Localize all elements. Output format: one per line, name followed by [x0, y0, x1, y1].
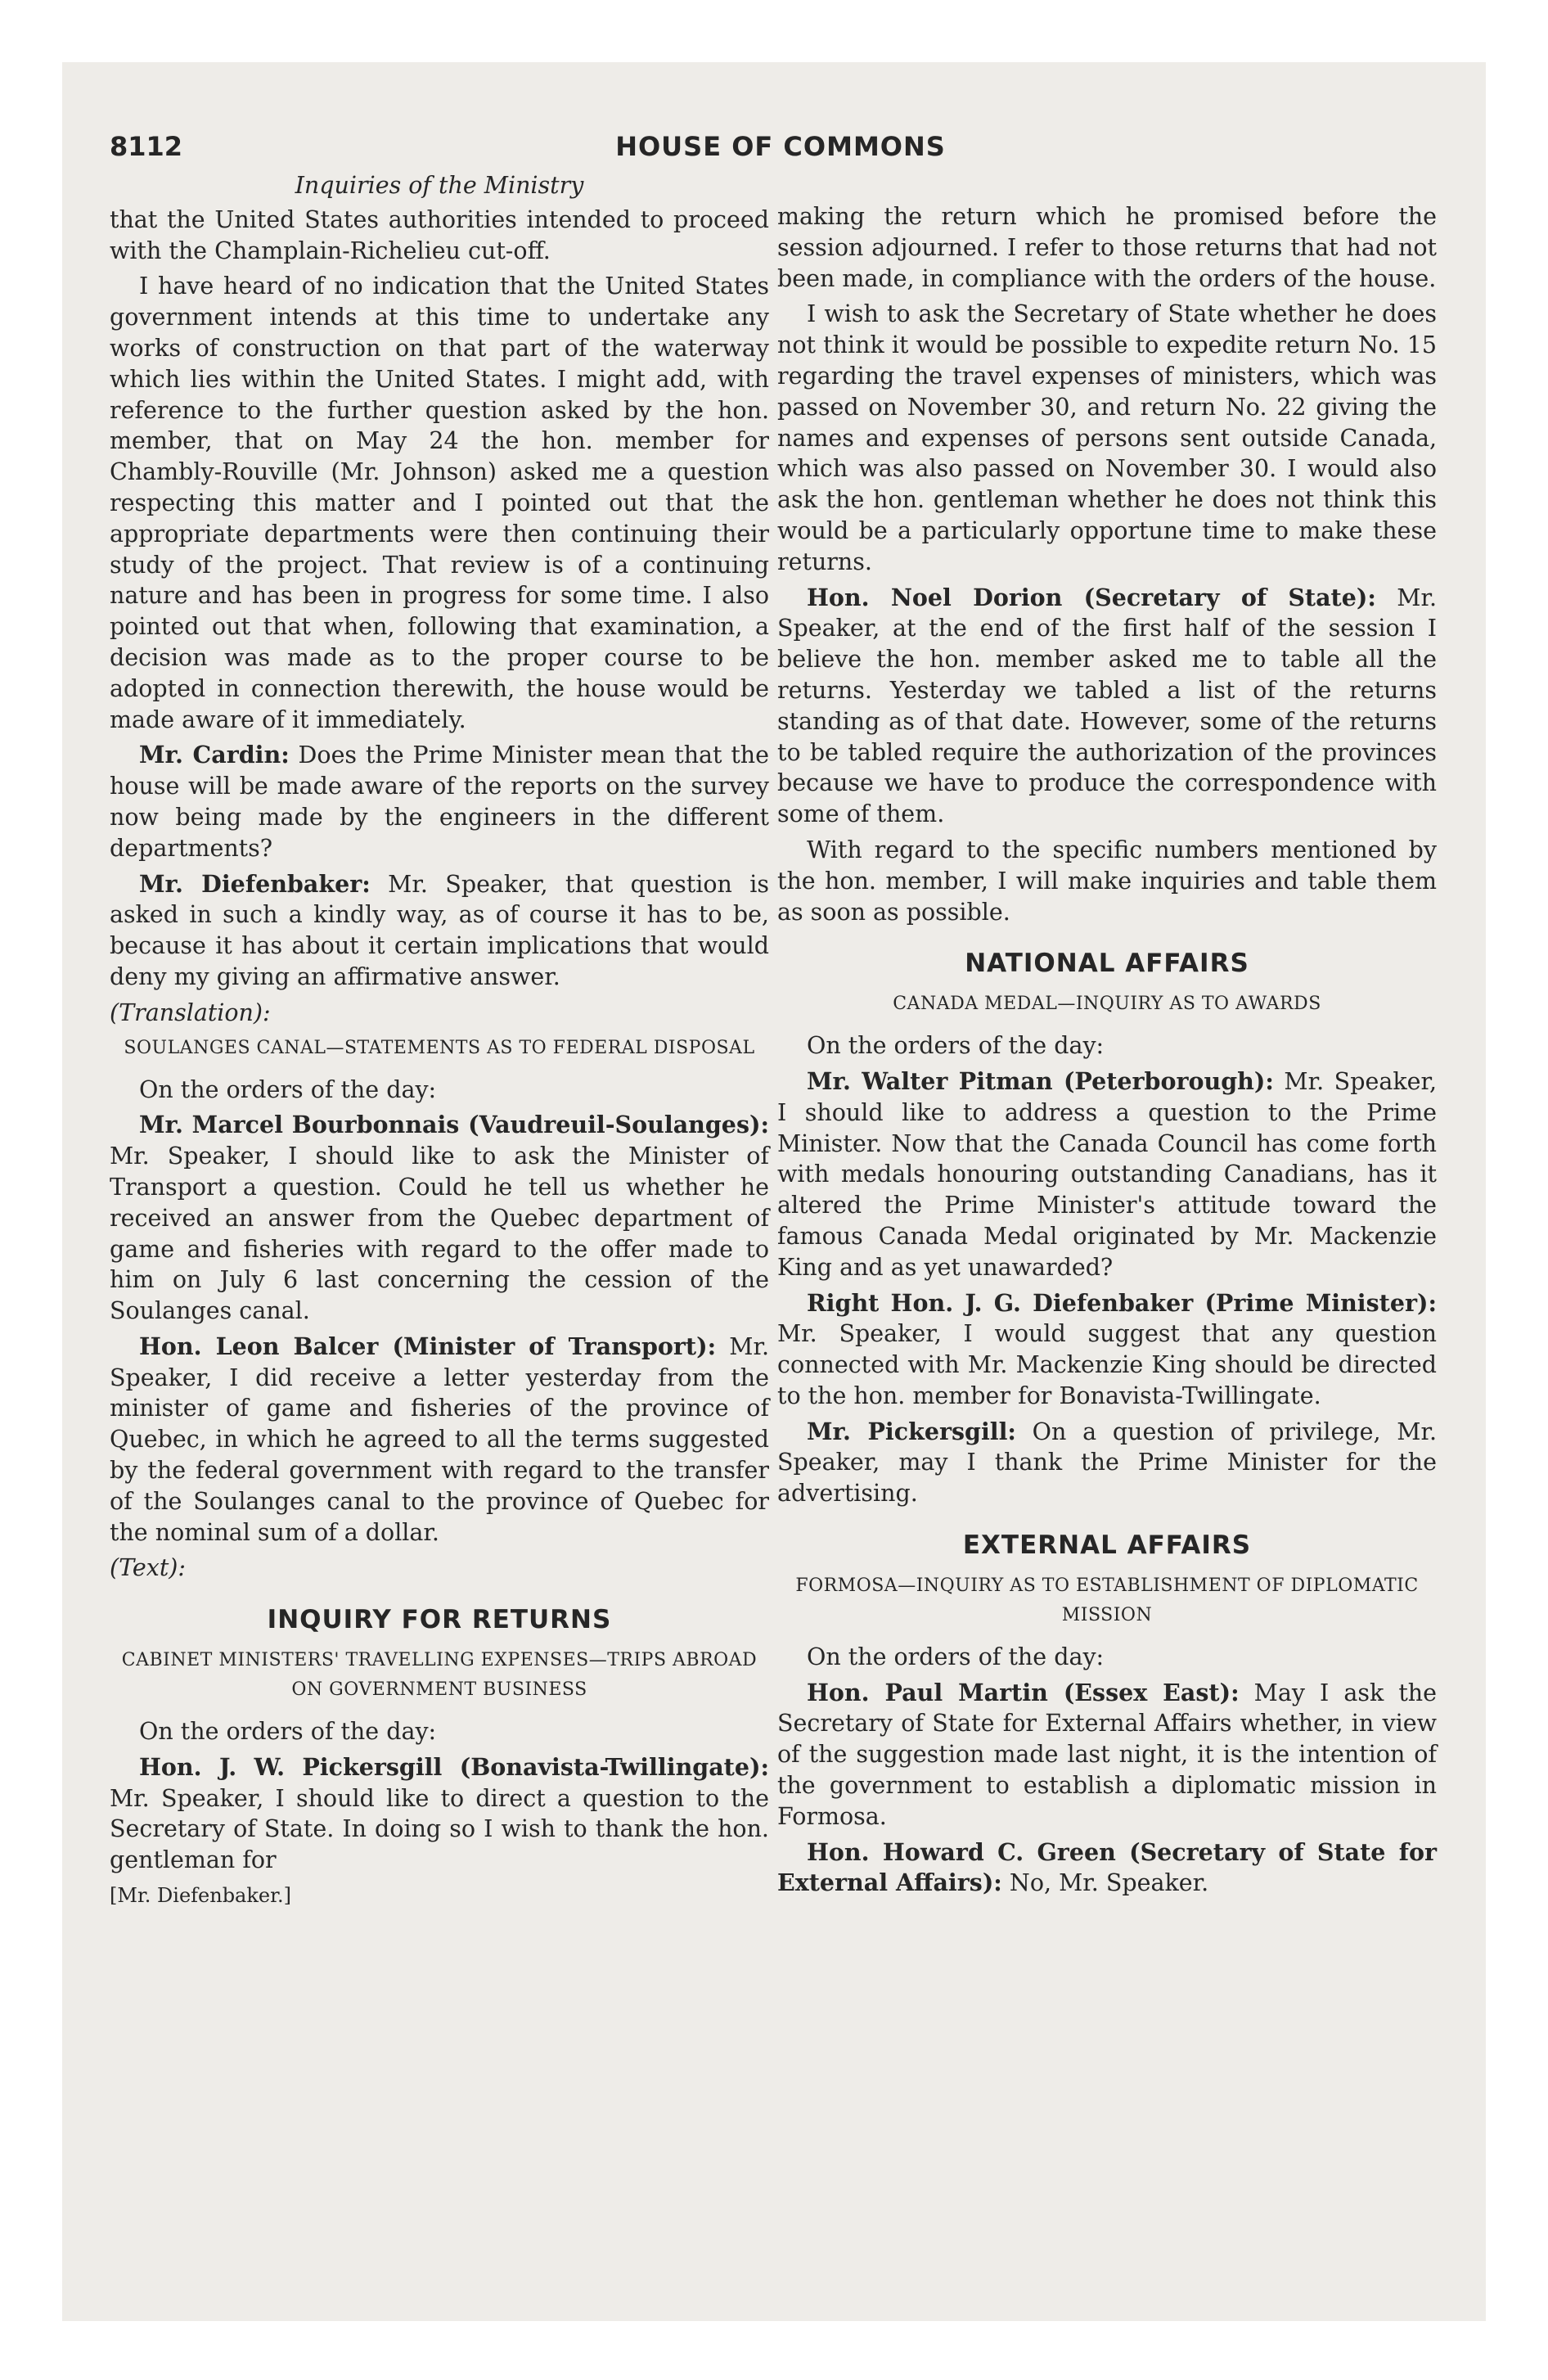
subheading: SOULANGES CANAL—STATEMENTS AS TO FEDERAL DISPOSAL	[124, 1037, 755, 1058]
subheading: FORMOSA—INQUIRY AS TO ESTABLISHMENT OF DIPLOMATIC MISSION	[795, 1575, 1419, 1625]
speaker-name: Mr. Diefenbaker:	[139, 869, 371, 898]
speech-paragraph	[777, 1288, 1437, 1412]
speech-paragraph	[110, 1752, 769, 1876]
speech-text: Mr. Speaker, I should like to ask the Minister of Transport a question. Could he tell us whether he received an answer from the Quebec department of game and fisheries with regard to the offer made to him on July 6 last concerning the cession of the Soulanges canal.	[110, 1143, 769, 1325]
speech-text: Mr. Speaker, I would suggest that any question connected with Mr. Mackenzie King should be directed to the hon. member for Bonavista-Twillingate.	[777, 1320, 1437, 1409]
speech-paragraph	[110, 869, 769, 993]
translation-label: (Translation):	[110, 998, 271, 1026]
paragraph: With regard to the specific numbers mentioned by the hon. member, I will make inquiries and table them as soon as possible.	[777, 836, 1437, 926]
speaker-name: Hon. J. W. Pickersgill (Bonavista-Twillingate):	[139, 1752, 769, 1781]
speaker-name: Right Hon. J. G. Diefenbaker (Prime Minister):	[807, 1288, 1437, 1317]
speech-text: Mr. Speaker, that question is asked in such a kindly way, as of course it has to be, because it has about it certain implications that would deny my giving an affirmative answer.	[110, 870, 770, 990]
orders-of-the-day: On the orders of the day:	[139, 1075, 437, 1103]
speech-text: Mr. Speaker, I should like to address a question to the Prime Minister. Now that the Canada Council has come forth with medals honouring outstanding Canadians, has it altered the Prime Minister's attitude toward the famous Canada Medal originated by Mr. Mackenzie King and as yet unawarded?	[777, 1067, 1438, 1281]
speech-text: May I ask the Secretary of State for External Affairs whether, in view of the suggestion made last night, it is the intention of the government to establish a diplomatic mission in Formosa.	[777, 1679, 1437, 1830]
text-label: (Text):	[110, 1554, 187, 1582]
speech-paragraph	[110, 740, 769, 863]
footer-reference: [Mr. Diefenbaker.]	[110, 1884, 291, 1908]
left-column	[110, 169, 769, 1917]
section-title: Inquiries of the Ministry	[295, 172, 584, 199]
speaker-name: Hon. Paul Martin (Essex East):	[807, 1678, 1240, 1706]
speech-text: Does the Prime Minister mean that the house will be made aware of the reports on the survey now being made by the engineers in the different departments?	[110, 741, 770, 862]
speech-paragraph	[110, 1110, 769, 1327]
speech-paragraph	[777, 1066, 1437, 1283]
speech-paragraph	[110, 1332, 769, 1548]
speech-text: Mr. Speaker, at the end of the first half of the session I believe the hon. member asked me to table all the returns. Yesterday we tabled a list of the returns standing as of that date. However, some of the returns to be tabled require the authorization of the provinces because we have to produce the correspondence with some of them.	[777, 584, 1438, 828]
orders-of-the-day: On the orders of the day:	[139, 1718, 437, 1746]
paragraph: I have heard of no indication that the United States government intends at this time to undertake any works of construction on that part of the waterway which lies within the United States. I might add, with reference to the further question asked by the hon. member, that on May 24 the hon. member for Chambly-Rouville (Mr. Johnson) asked me a question respecting this matter and I pointed out that the appropriate departments were then continuing their study of the project. That review is of a continuing nature and has been in progress for some time. I also pointed out that when, following that examination, a decision was made as to the proper course to be adopted in connection therewith, the house would be made aware of it immediately.	[110, 273, 769, 733]
speech-text: No, Mr. Speaker.	[1001, 1869, 1209, 1897]
speaker-name: Mr. Marcel Bourbonnais (Vaudreuil-Soulanges):	[139, 1111, 769, 1139]
column-spacer	[777, 169, 1437, 201]
running-head: HOUSE OF COMMONS	[615, 131, 946, 162]
speech-text: On a question of privilege, Mr. Speaker, may I thank the Prime Minister for the advertising.	[777, 1418, 1438, 1508]
right-column	[777, 169, 1437, 1904]
orders-of-the-day: On the orders of the day:	[807, 1032, 1105, 1060]
speaker-name: Hon. Leon Balcer (Minister of Transport):	[139, 1332, 717, 1360]
speech-paragraph	[777, 1417, 1437, 1509]
speaker-name: Mr. Walter Pitman (Peterborough):	[807, 1066, 1274, 1095]
page-number: 8112	[110, 131, 183, 162]
speaker-name: Mr. Pickersgill:	[807, 1417, 1016, 1445]
subheading: CABINET MINISTERS' TRAVELLING EXPENSES—TRIPS ABROAD ON GOVERNMENT BUSINESS	[121, 1650, 758, 1701]
speech-paragraph	[777, 1837, 1437, 1900]
speaker-name: Hon. Howard C. Green (Secretary of State for External Affairs):	[777, 1837, 1437, 1897]
paragraph: I wish to ask the Secretary of State whether he does not think it would be possible to expedite return No. 15 regarding the travel expenses of ministers, which was passed on November 30, and return No. 22 giving the names and expenses of persons sent outside Canada, which was also passed on November 30. I would also ask the hon. gentleman whether he does not think this would be a particularly opportune time to make these returns.	[777, 300, 1437, 575]
section-heading: INQUIRY FOR RETURNS	[267, 1605, 612, 1635]
speech-text: Mr. Speaker, I did receive a letter yesterday from the minister of game and fisheries of the province of Quebec, in which he agreed to all the terms suggested by the federal government with regard to the transfer of the Soulanges canal to the province of Quebec for the nominal sum of a dollar.	[110, 1332, 770, 1546]
speech-paragraph	[777, 1678, 1437, 1832]
orders-of-the-day: On the orders of the day:	[807, 1643, 1105, 1670]
speech-paragraph	[777, 583, 1437, 830]
paragraph: making the return which he promised before the session adjourned. I refer to those returns that had not been made, in compliance with the orders of the house.	[777, 203, 1437, 292]
speech-text: Mr. Speaker, I should like to direct a question to the Secretary of State. In doing so I wish to thank the hon. gentleman for	[110, 1784, 769, 1874]
paragraph: that the United States authorities intended to proceed with the Champlain-Richelieu cut-off.	[110, 205, 769, 264]
speaker-name: Hon. Noel Dorion (Secretary of State):	[807, 583, 1376, 611]
speaker-name: Mr. Cardin:	[139, 741, 290, 769]
section-heading: EXTERNAL AFFAIRS	[962, 1530, 1252, 1561]
section-heading: NATIONAL AFFAIRS	[965, 949, 1249, 979]
subheading: CANADA MEDAL—INQUIRY AS TO AWARDS	[893, 994, 1321, 1015]
